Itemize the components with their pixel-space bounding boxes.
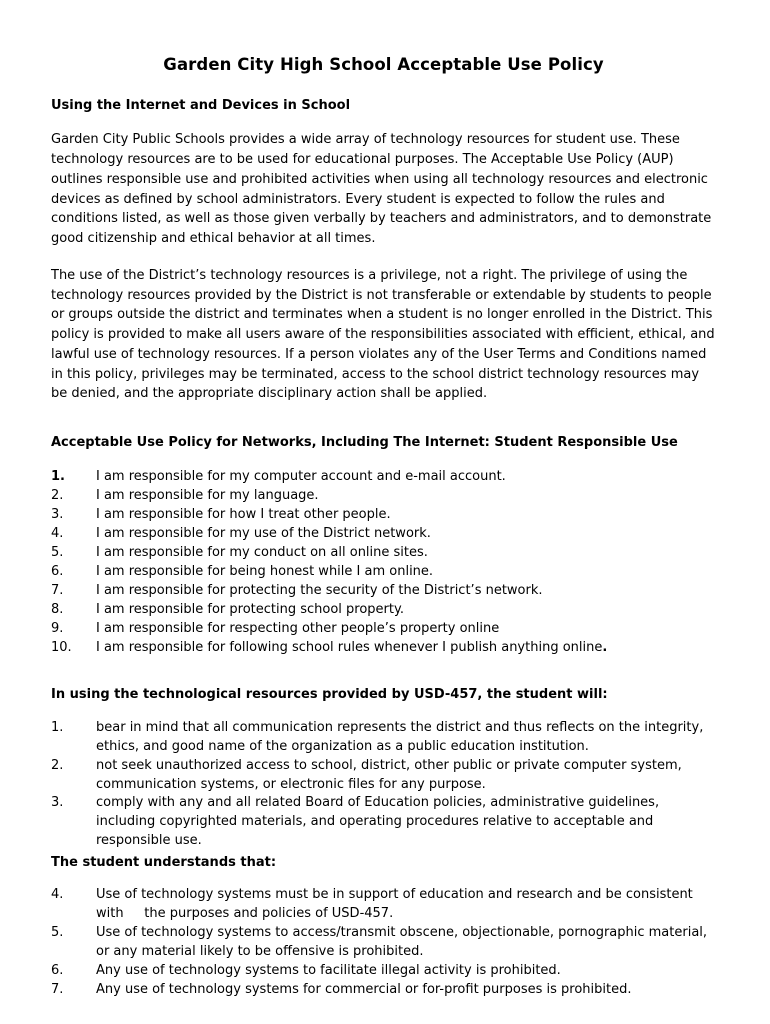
list-item: [51, 525, 716, 544]
intro-paragraph-1: Garden City Public Schools provides a wide array of technology resources for student use. These technology resources are to be used for educational purposes. The Acceptable Use Policy (AUP) outlines responsible use and prohibited activities when using all technology resources and electronic devices as defined by school administrators. Every student is expected to follow the rules and conditions listed, as well as those given verbally by teachers and administrators, and to demonstrate good citizenship and ethical behavior at all times.: [51, 132, 712, 247]
list-item: [51, 639, 716, 658]
intro-paragraph-2: The use of the District’s technology resources is a privilege, not a right. The privilege of using the technology resources provided by the District is not transferable or extendable by students to people or groups outside the district and terminates when a student is no longer enrolled in the District. This policy is provided to make all users aware of the responsibilities associated with efficient, ethical, and lawful use of technology resources. If a person violates any of the User Terms and Conditions named in this policy, privileges may be terminated, access to the school district technology resources may be denied, and the appropriate disciplinary action shall be applied.: [51, 267, 715, 402]
list-item: [51, 620, 716, 639]
list-item-text: I am responsible for my conduct on all online sites.: [96, 544, 428, 560]
list-item: [51, 544, 716, 563]
list-marker: 7.: [51, 982, 64, 998]
list-item: [51, 886, 716, 924]
list-marker: 1.: [51, 719, 64, 735]
list-item-text: Any use of technology systems to facilitate illegal activity is prohibited.: [96, 963, 561, 979]
list-item-text: Use of technology systems to access/transmit obscene, objectionable, pornographic material, or any material likely to be offensive is prohibited.: [96, 925, 708, 960]
list-item-text: I am responsible for my use of the District network.: [96, 525, 431, 541]
list-item-text: I am responsible for respecting other people’s property online: [96, 620, 500, 636]
list-marker: 5.: [51, 925, 64, 941]
list-item: [51, 962, 716, 981]
list-item: [51, 601, 716, 620]
list-item: [51, 487, 716, 506]
trailing-period: .: [602, 639, 608, 655]
list-item-text: comply with any and all related Board of Education policies, administrative guidelines, including copyrighted materials, and operating procedures relative to acceptable and responsible use.: [96, 795, 660, 849]
list-item: [51, 582, 716, 601]
list-marker: 2.: [51, 757, 64, 773]
list-item: [51, 981, 716, 1000]
list-item-text: I am responsible for how I treat other people.: [96, 507, 391, 522]
list-marker: 2.: [51, 488, 64, 504]
list-item-text: [96, 886, 716, 924]
inline-gap: [124, 906, 145, 921]
list-item: [51, 924, 716, 962]
list-item: [51, 757, 716, 795]
list-item: [51, 563, 716, 582]
student-understands-list: [51, 873, 716, 1000]
list-item-text: I am responsible for my language.: [96, 488, 319, 504]
section-heading-student-understands: The student understands that:: [51, 855, 277, 871]
list-item-text: Any use of technology systems for commercial or for-profit purposes is prohibited.: [96, 982, 632, 998]
list-item: [51, 468, 716, 487]
list-item: [51, 506, 716, 525]
responsible-use-list: [51, 453, 716, 658]
section-heading-student-will: In using the technological resources provided by USD-457, the student will:: [51, 686, 608, 702]
list-marker: 3.: [51, 795, 64, 811]
list-marker: 9.: [51, 620, 64, 636]
list-item-text: [96, 639, 716, 658]
list-item-text: I am responsible for protecting school property.: [96, 601, 404, 617]
list-item-body-cont: the purposes and policies of USD-457.: [144, 906, 394, 922]
list-marker: 6.: [51, 963, 64, 979]
list-marker: 4.: [51, 887, 64, 903]
list-marker: 1.: [51, 469, 65, 485]
list-item-body: Use of technology systems must be in support of education and research and be consistent with: [96, 887, 693, 922]
list-marker: 5.: [51, 544, 64, 560]
list-item-text: not seek unauthorized access to school, district, other public or private computer system, communication systems, or electronic files for any purpose.: [96, 757, 682, 792]
list-item-text: bear in mind that all communication represents the district and thus reflects on the integrity, ethics, and good name of the organization as a public education institution.: [96, 719, 704, 754]
list-marker: 4.: [51, 525, 64, 541]
list-item-body: I am responsible for following school rules whenever I publish anything online: [96, 639, 603, 655]
list-marker: 7.: [51, 582, 64, 598]
document-content: [51, 0, 716, 1000]
list-item-text: I am responsible for my computer account and e-mail account.: [96, 469, 506, 485]
list-item-text: I am responsible for protecting the security of the District’s network.: [96, 582, 543, 598]
page-title: Garden City High School Acceptable Use Policy: [163, 55, 604, 74]
list-item-text: I am responsible for being honest while I am online.: [96, 563, 434, 579]
list-marker: 10.: [51, 639, 72, 655]
list-item: [51, 794, 716, 851]
student-will-list: [51, 705, 716, 852]
list-item: [51, 719, 716, 757]
section-heading-using-internet: Using the Internet and Devices in School: [51, 97, 351, 113]
list-marker: 3.: [51, 507, 64, 522]
list-marker: 8.: [51, 601, 64, 617]
section-heading-responsible-use: Acceptable Use Policy for Networks, Including The Internet: Student Responsible Use: [51, 435, 678, 451]
list-marker: 6.: [51, 563, 64, 579]
